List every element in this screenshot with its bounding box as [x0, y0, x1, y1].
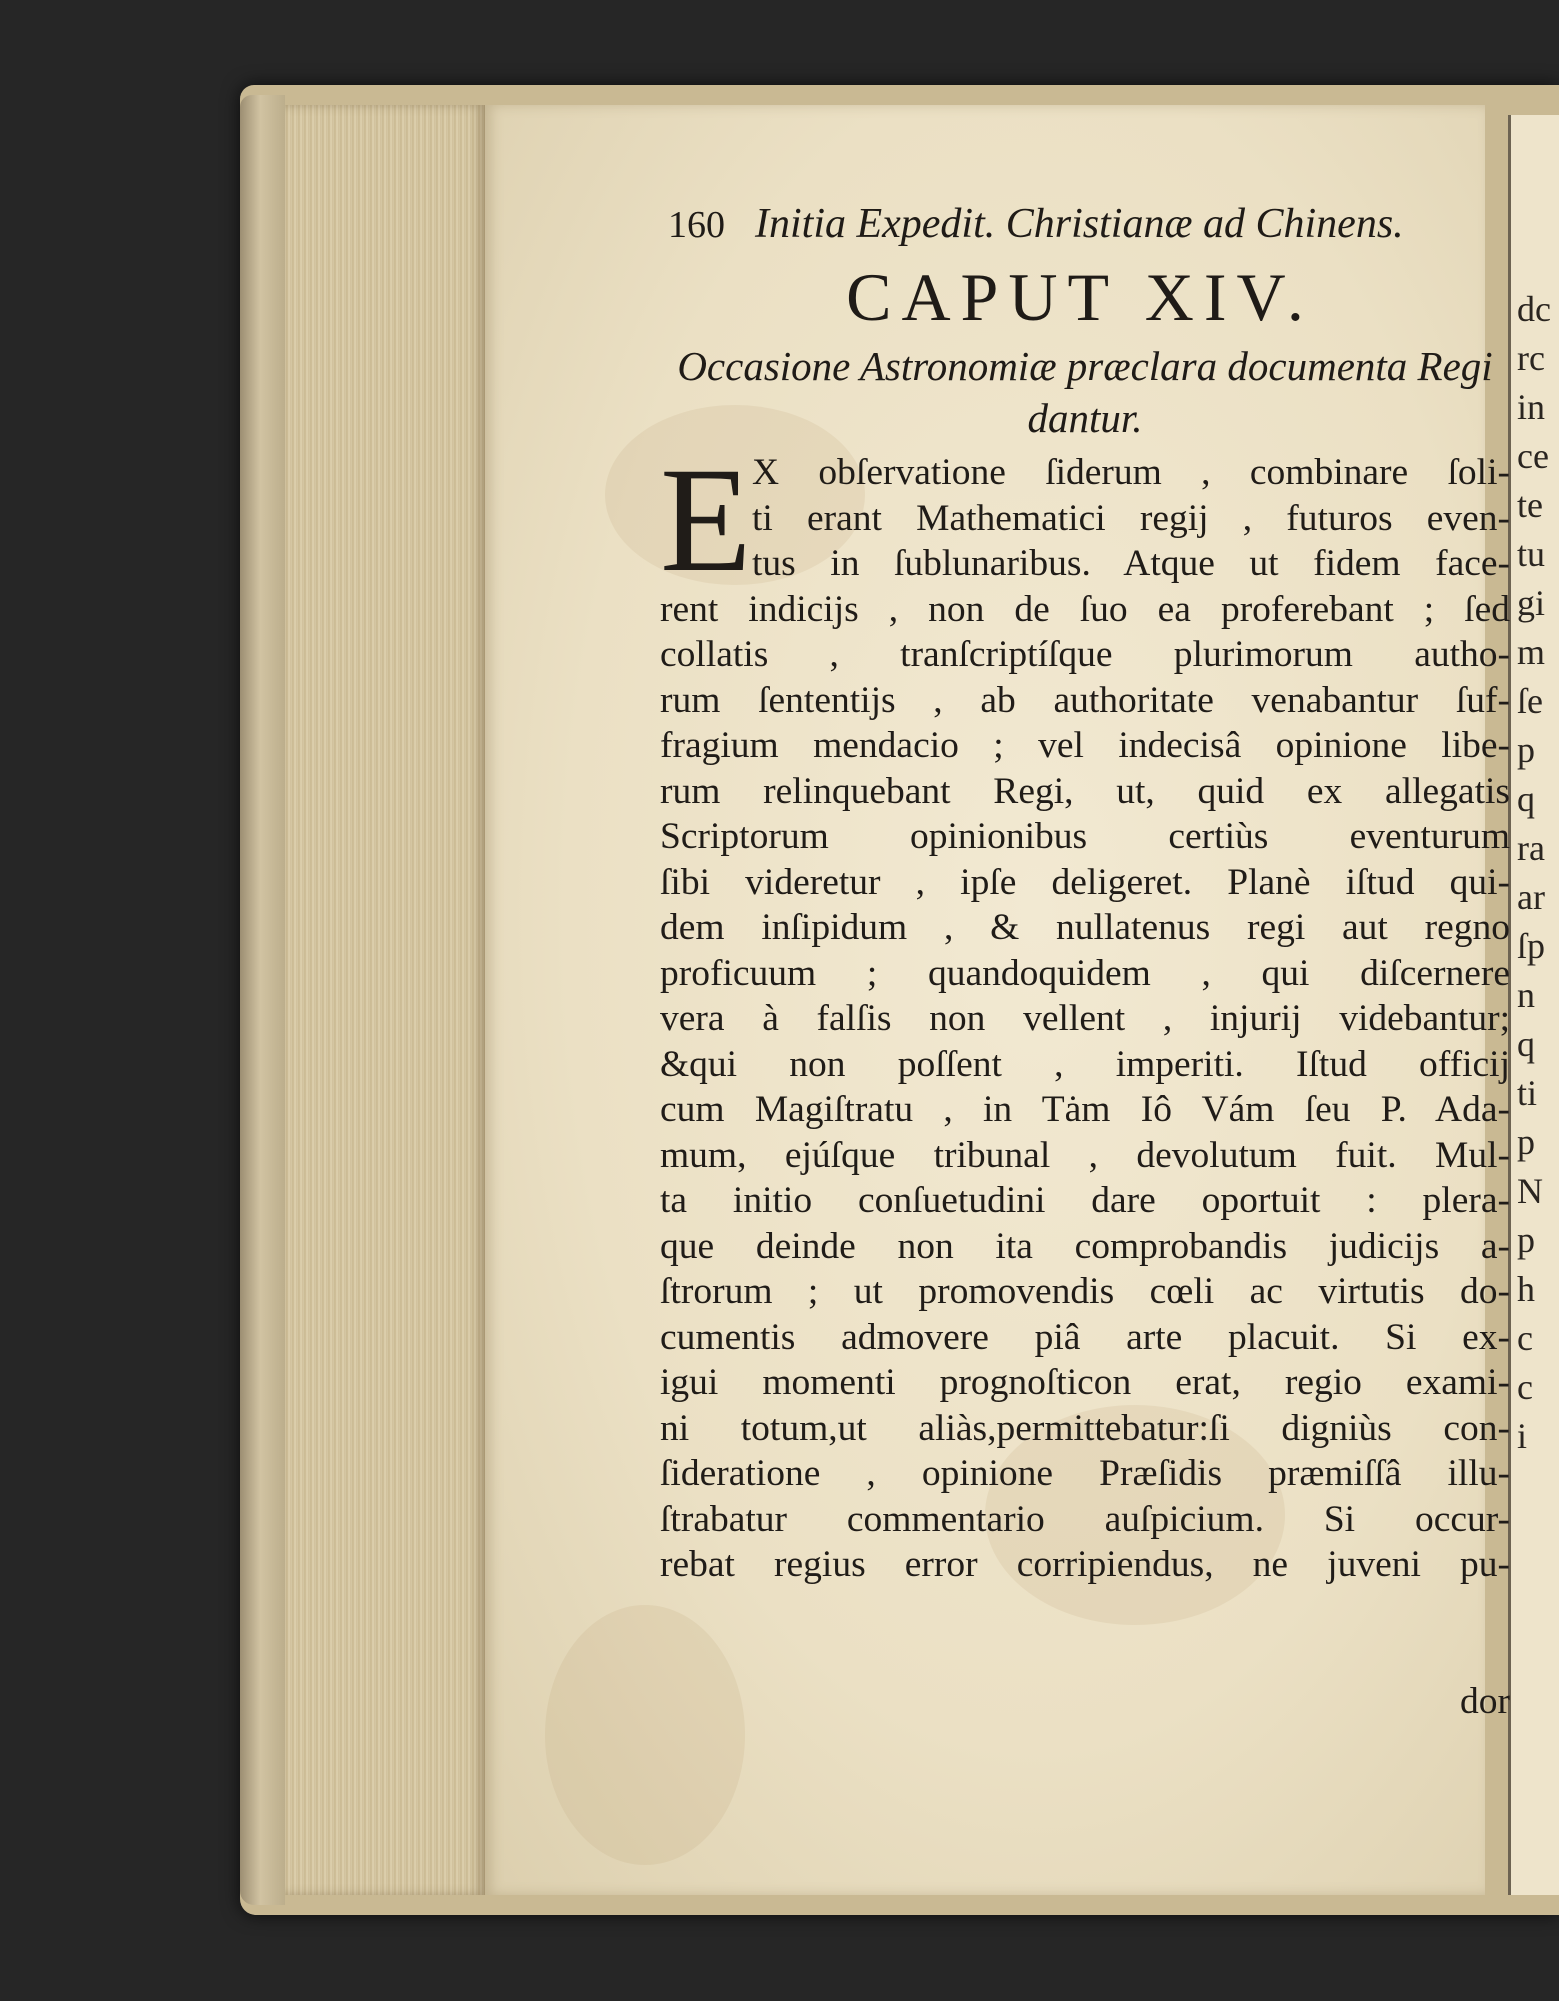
book-spine-edge	[240, 95, 285, 1905]
text-line: collatis , tranſcriptíſque plurimorum autho-	[660, 634, 1510, 675]
chapter-title: CAPUT XIV.	[846, 259, 1314, 335]
facing-page-fragment: q	[1517, 779, 1535, 819]
facing-page-fragment: in	[1517, 387, 1546, 427]
facing-page-fragment: p	[1517, 730, 1535, 770]
chapter-subtitle	[660, 340, 1510, 444]
facing-page-fragment: ra	[1517, 828, 1545, 868]
body-text	[660, 437, 1510, 1588]
text-line: ta initio conſuetudini dare oportuit : plera-	[660, 1180, 1510, 1221]
facing-page-fragment: N	[1517, 1171, 1543, 1211]
text-line: ti erant Mathematici regij , futuros even-	[752, 497, 1510, 539]
text-line: rebat regius error corripiendus, ne juveni pu-	[660, 1544, 1510, 1585]
facing-page-fragment: gi	[1517, 583, 1546, 623]
text-line: cumentis admovere piâ arte placuit. Si ex-	[660, 1316, 1510, 1358]
facing-page-fragment: ſp	[1517, 926, 1546, 966]
facing-page-fragment: h	[1517, 1269, 1535, 1309]
facing-page-fragment: dc	[1517, 289, 1551, 329]
drop-cap: E	[660, 437, 752, 603]
text-line: ſtrabatur commentario auſpicium. Si occur-	[660, 1498, 1510, 1540]
facing-page-fragment: n	[1517, 975, 1535, 1015]
text-line: ſibi videretur , ipſe deligeret. Planè iſtud qui-	[660, 861, 1510, 903]
text-line: vera à falſis non vellent , injurij videbantur;	[660, 998, 1510, 1039]
facing-page-fragment: c	[1517, 1367, 1533, 1407]
facing-page-fragment: rc	[1517, 338, 1545, 378]
text-line: Scriptorum opinionibus certiùs eventurum	[660, 816, 1510, 857]
text-line: proficuum ; quandoquidem , qui diſcernere	[660, 952, 1510, 994]
text-line: tus in ſublunaribus. Atque ut fidem face-	[752, 543, 1510, 584]
facing-page-fragment: p	[1517, 1122, 1535, 1162]
subtitle-line: dantur.	[1027, 395, 1143, 441]
facing-page-fragment: m	[1517, 632, 1546, 672]
text-line: rum relinquebant Regi, ut, quid ex allegatis	[660, 770, 1510, 812]
facing-page-fragment: i	[1517, 1416, 1528, 1456]
page-number: 160	[668, 204, 725, 246]
facing-page-fragment: p	[1517, 1220, 1535, 1260]
facing-page-fragment: ſe	[1517, 681, 1543, 721]
facing-page-fragment: ce	[1517, 436, 1549, 476]
facing-page-fragment: q	[1517, 1024, 1535, 1064]
text-line: fragium mendacio ; vel indecisâ opinione libe-	[660, 725, 1510, 766]
text-line: rum ſententijs , ab authoritate venabantur ſuf-	[660, 679, 1510, 721]
catchword: dor	[1460, 1681, 1510, 1722]
text-line: &qui non poſſent , imperiti. Iſtud officij	[660, 1043, 1510, 1085]
text-line: mum, ejúſque tribunal , devolutum fuit. Mul-	[660, 1134, 1510, 1176]
text-line: cum Magiſtratu , in Tȧm Iô Vám ſeu P. Ada-	[660, 1089, 1510, 1130]
facing-page-fragment: ti	[1517, 1073, 1538, 1113]
facing-page-fragment: c	[1517, 1318, 1533, 1358]
subtitle-line: Occasione Astronomiæ præclara documenta Regi	[677, 343, 1493, 389]
running-title: Initia Expedit. Christianæ ad Chinens.	[755, 201, 1404, 247]
text-line: ſtrorum ; ut promovendis cœli ac virtutis do-	[660, 1271, 1510, 1312]
text-line: dem inſipidum , & nullatenus regi aut regno	[660, 907, 1510, 948]
page-header	[668, 200, 1488, 248]
facing-page-fragment: ar	[1517, 877, 1545, 917]
text-line: ſideratione , opinione Præſidis præmiſſâ illu-	[660, 1453, 1510, 1494]
text-line: igui momenti prognoſticon erat, regio exami-	[660, 1362, 1510, 1403]
text-line: X obſervatione ſiderum , combinare ſoli-	[752, 452, 1510, 493]
text-line: que deinde non ita comprobandis judicijs a-	[660, 1225, 1510, 1267]
facing-page-fragment: te	[1517, 485, 1543, 525]
facing-page-fragments	[1511, 115, 1559, 1461]
text-line: rent indicijs , non de ſuo ea proferebant ; ſed	[660, 588, 1510, 630]
facing-page-edge	[1508, 115, 1559, 1895]
facing-page-fragment: tu	[1517, 534, 1546, 574]
page-block-edges	[285, 105, 485, 1895]
text-line: ni totum,ut aliàs,permittebatur:ſi digniùs con-	[660, 1407, 1510, 1449]
